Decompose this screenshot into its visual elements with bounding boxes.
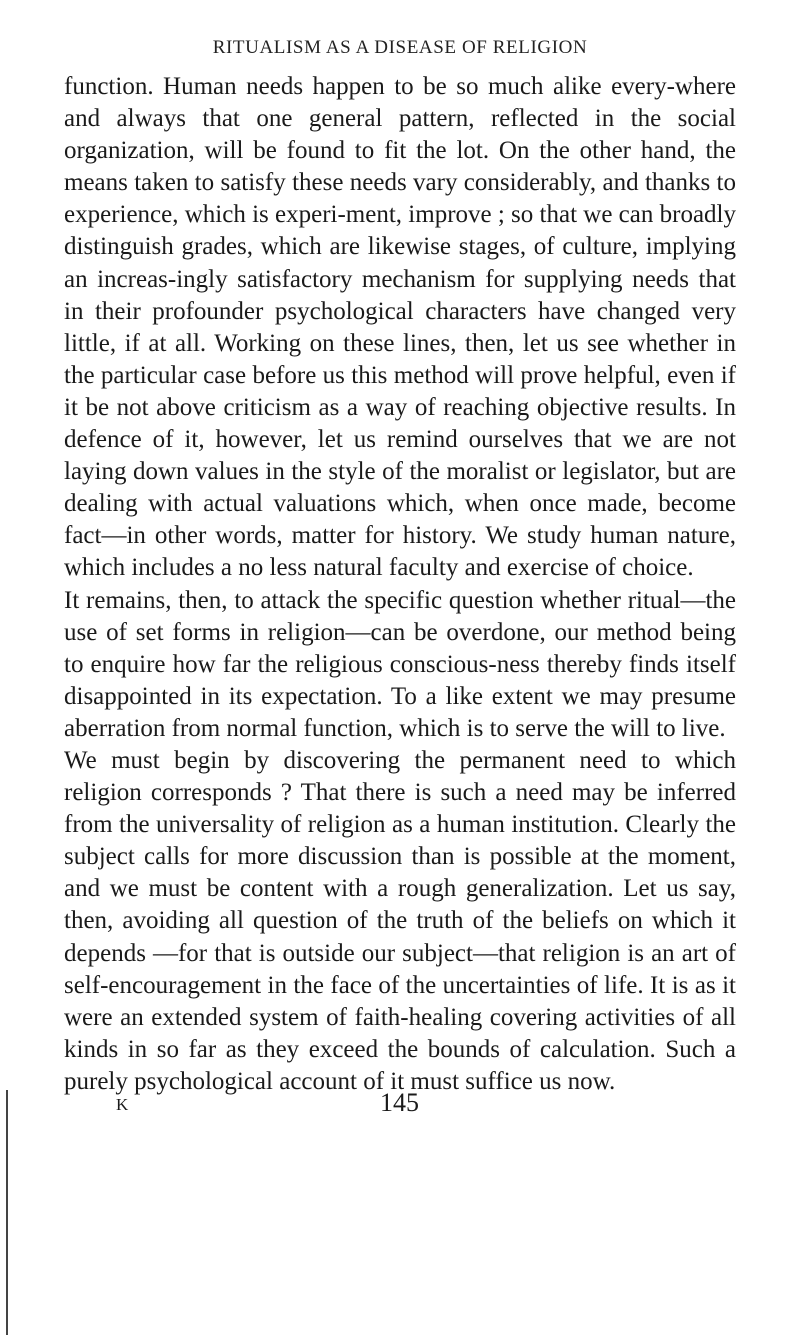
body-text	[64, 71, 736, 1098]
paragraph-2: It remains, then, to attack the specific question whether ritual—the use of set forms in religion—can be overdone, our method being to enquire how far the religious conscious-ness thereby finds itself disappointed in its expectation. To a like extent we may presume aberration from normal function, which is to serve the will to live.	[64, 586, 736, 742]
page-number: 145	[380, 1088, 419, 1117]
paragraph-1: function. Human needs happen to be so much alike every-where and always that one general pattern, reflected in the social organization, will be found to fit the lot. On the other hand, the means taken to satisfy these needs vary considerably, and thanks to experience, which is experi-ment, improve ; so that we can broadly distinguish grades, which are likewise stages, of culture, implying an increas-ingly satisfactory mechanism for supplying needs that in their profounder psychological characters have changed very little, if at all. Working on these lines, then, let us see whether in the particular case before us this method will prove helpful, even if it be not above criticism as a way of reaching objective results. In defence of it, however, let us remind ourselves that we are not laying down values in the style of the moralist or legislator, but are dealing with actual valuations which, when once made, become fact—in other words, matter for history. We study human nature, which includes a no less natural faculty and exercise of choice.	[64, 73, 736, 582]
signature-mark: K	[116, 1095, 129, 1114]
page-edge-line	[6, 1090, 8, 1335]
paragraph-3: We must begin by discovering the permanent need to which religion corresponds ? That there is such a need may be inferred from the universality of religion as a human institution. Clearly the subject calls for more discussion than is possible at the moment, and we must be content with a rough generalization. Let us say, then, avoiding all question of the truth of the beliefs on which it depends —for that is outside our subject—that religion is an art of self-encouragement in the face of the uncertainties of life. It is as it were an extended system of faith-healing covering activities of all kinds in so far as they exceed the bounds of calculation. Such a purely psychological account of it must suffice us now.	[64, 746, 736, 1095]
running-head: RITUALISM AS A DISEASE OF RELIGION	[212, 37, 588, 58]
